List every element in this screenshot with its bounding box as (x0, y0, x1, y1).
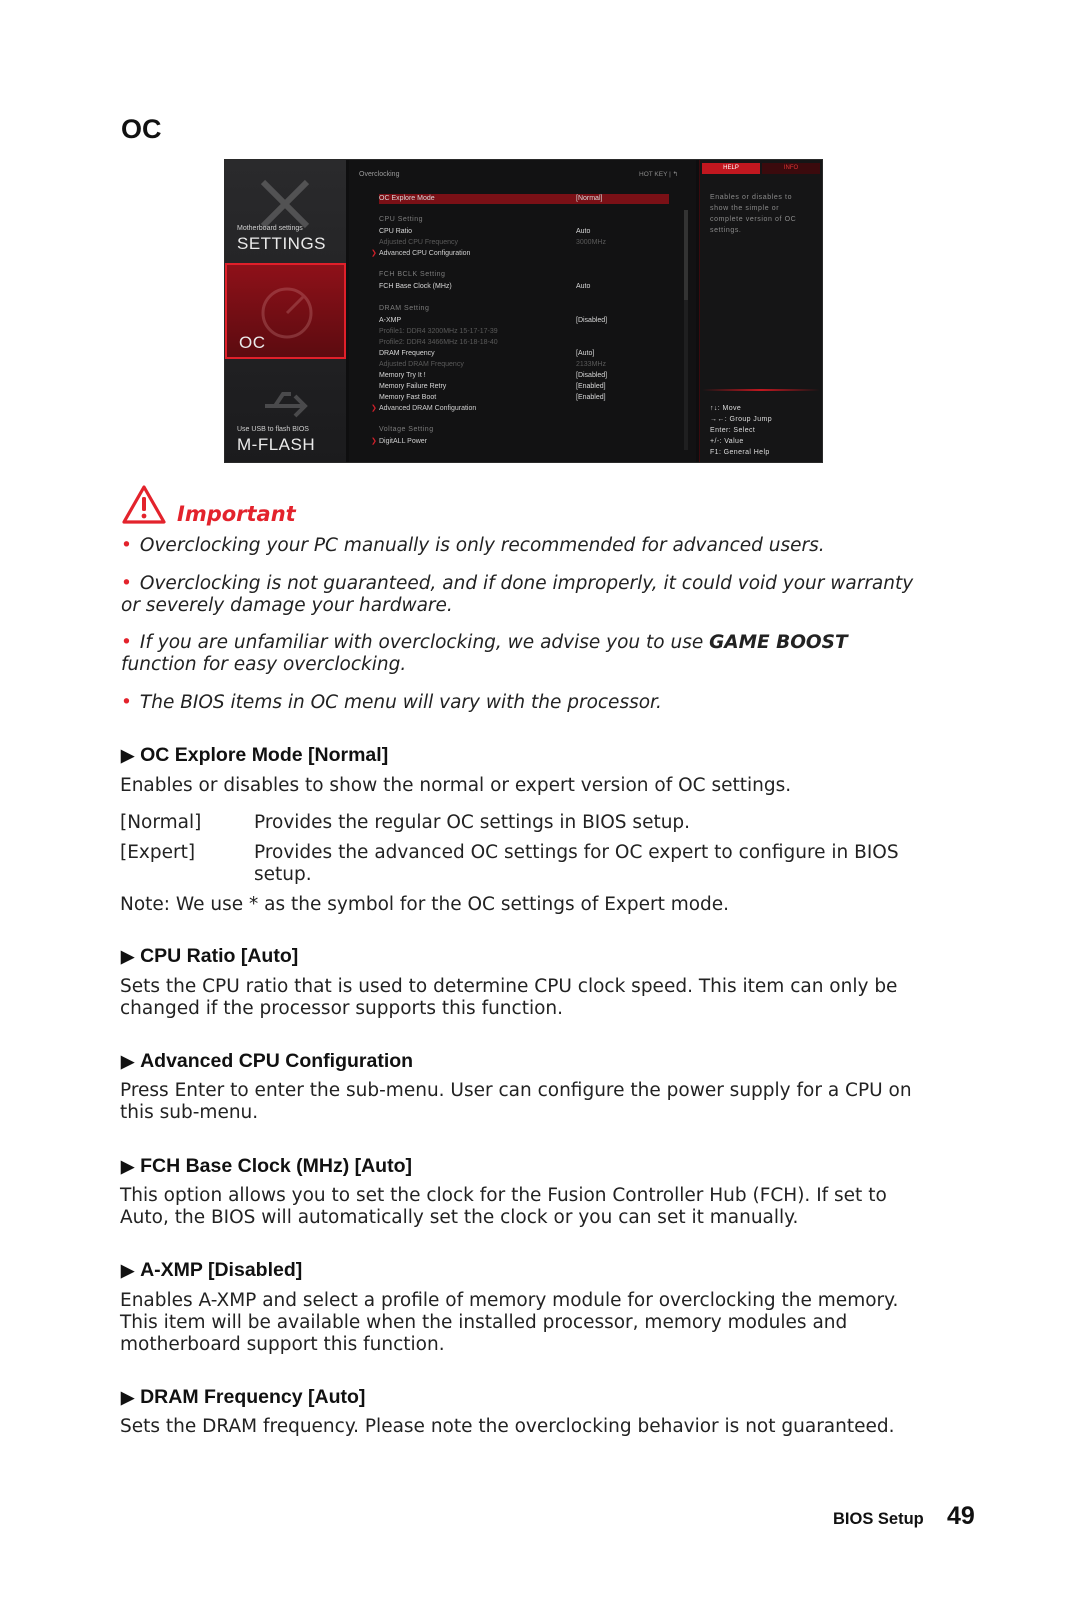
bios-group-fch (379, 270, 669, 280)
bios-row-value: [Normal] (576, 195, 603, 202)
section-heading-oc-explore (121, 744, 388, 767)
bios-row-value: Auto (576, 228, 591, 235)
bullet-icon: • (121, 692, 132, 713)
bios-main-title: Overclocking (359, 171, 400, 178)
list-item-text: If you are unfamiliar with overclocking, we advise you to use (139, 632, 710, 653)
bios-row-value: Auto (576, 283, 591, 290)
bios-row-adv-cpu[interactable] (371, 249, 669, 259)
bullet-icon: • (121, 632, 132, 653)
bios-row-label: DigitALL Power (379, 438, 427, 445)
section-note: Note: We use * as the symbol for the OC settings of Expert mode. (120, 894, 730, 915)
section-heading-text: Advanced CPU Configuration (140, 1050, 414, 1072)
bios-row-axmp[interactable] (379, 316, 669, 326)
key-legend-value: +/-: Value (710, 438, 744, 445)
bios-row-label: FCH Base Clock (MHz) (379, 283, 452, 290)
bios-row-label: Adjusted CPU Frequency (379, 239, 458, 246)
tab-help[interactable]: HELP (702, 163, 760, 174)
section-desc: Press Enter to enter the sub-menu. User can configure the power supply for a CPU on this sub-menu. (120, 1080, 912, 1123)
bios-row-value: [Auto] (576, 350, 595, 357)
option-desc: Provides the advanced OC settings for OC expert to configure in BIOS setup. (254, 842, 899, 885)
bios-hotkey[interactable]: HOT KEY | ↰ (639, 171, 679, 178)
bios-row-label: Profile2: DDR4 3466MHz 16-18-18-40 (379, 339, 498, 346)
bios-row-label: Profile1: DDR4 3200MHz 15-17-17-39 (379, 328, 498, 335)
list-item (121, 573, 921, 617)
bios-row-label: Memory Failure Retry (379, 383, 447, 390)
play-triangle-icon: ▶ (121, 1157, 135, 1176)
key-legend-select: Enter: Select (710, 427, 756, 434)
bios-row-memory-try[interactable] (379, 371, 669, 381)
bios-mflash-tile[interactable] (225, 362, 346, 462)
bios-row-value: 3000MHz (576, 239, 606, 246)
bios-row-value: [Disabled] (576, 317, 608, 324)
section-heading-adv-cpu (121, 1050, 413, 1073)
key-legend-help: F1: General Help (710, 449, 770, 456)
play-triangle-icon: ▶ (121, 947, 135, 966)
gauge-icon (257, 279, 317, 339)
bios-row-oc-explore[interactable] (379, 194, 669, 204)
bios-row-label: A-XMP (379, 317, 402, 324)
section-desc: Enables A-XMP and select a profile of memory module for overclocking the memory. This item will be available when the installed processor, memory modules and motherboard support this function. (120, 1290, 899, 1355)
bios-help-panel (699, 160, 823, 462)
bios-screenshot (224, 159, 823, 463)
bios-mflash-label: M-FLASH (237, 435, 316, 454)
bios-group-label: DRAM Setting (379, 305, 430, 312)
list-item-text: The BIOS items in OC menu will vary with the processor. (139, 692, 662, 713)
bios-scrollbar[interactable] (684, 210, 688, 450)
section-heading-text: OC Explore Mode [Normal] (140, 744, 389, 766)
bios-row-adj-cpu-freq (379, 238, 669, 248)
bios-row-digitall[interactable] (371, 437, 669, 447)
section-desc: This option allows you to set the clock for the Fusion Controller Hub (FCH). If set to Auto, the BIOS will automatically set the clock or you can set it manually. (120, 1185, 887, 1228)
divider (702, 389, 820, 391)
bios-row-value: [Disabled] (576, 372, 608, 379)
option-key: [Expert] (120, 842, 196, 863)
bios-row-adv-dram[interactable] (371, 404, 669, 414)
list-item (121, 692, 921, 714)
play-triangle-icon: ▶ (121, 1388, 135, 1407)
section-heading-dram-freq (121, 1386, 365, 1409)
bios-row-memory-fast-boot[interactable] (379, 393, 669, 403)
bios-row-label: OC Explore Mode (379, 195, 435, 202)
bios-row-adj-dram-freq (379, 360, 669, 370)
bios-row-label: Memory Fast Boot (379, 394, 437, 401)
bios-oc-label: OC (239, 333, 266, 352)
warning-triangle-icon (121, 484, 167, 526)
page-title: OC (121, 114, 162, 144)
section-desc: Enables or disables to show the normal or expert version of OC settings. (120, 775, 792, 796)
list-item (121, 535, 921, 557)
section-heading-axmp (121, 1259, 302, 1282)
bullet-icon: • (121, 535, 132, 556)
game-boost-term: GAME BOOST (709, 632, 848, 653)
play-triangle-icon: ▶ (121, 1052, 135, 1071)
section-heading-fch (121, 1155, 412, 1178)
bios-group-cpu (379, 215, 669, 225)
section-heading-text: A-XMP [Disabled] (140, 1259, 303, 1281)
bios-row-label: Advanced CPU Configuration (379, 250, 471, 257)
play-triangle-icon: ▶ (121, 1261, 135, 1280)
bios-mflash-sub: Use USB to flash BIOS (237, 426, 309, 433)
key-legend-move: ↑↓: Move (710, 405, 742, 412)
bios-sidebar (225, 160, 346, 462)
section-heading-cpu-ratio (121, 945, 298, 968)
footer-label: BIOS Setup (833, 1510, 924, 1528)
bios-group-label: Voltage Setting (379, 426, 434, 433)
bios-row-value: [Enabled] (576, 383, 606, 390)
bios-row-memory-failure[interactable] (379, 382, 669, 392)
bios-row-value: [Enabled] (576, 394, 606, 401)
list-item-text: Overclocking is not guaranteed, and if done improperly, it could void your warranty or severely damage your hardware. (121, 573, 914, 616)
submenu-arrow-icon: ❯ (371, 250, 377, 257)
section-desc: Sets the DRAM frequency. Please note the overclocking behavior is not guaranteed. (120, 1416, 895, 1437)
bios-key-legend (710, 403, 818, 458)
bios-row-dram-freq[interactable] (379, 349, 669, 359)
bios-group-label: CPU Setting (379, 216, 424, 223)
page-number: 49 (947, 1502, 975, 1530)
bios-help-text: Enables or disables to show the simple or complete version of OC settings. (710, 194, 797, 234)
list-item-text: function for easy overclocking. (121, 654, 407, 675)
bios-row-fch-clock[interactable] (379, 282, 669, 292)
bios-row-label: Adjusted DRAM Frequency (379, 361, 464, 368)
section-heading-text: CPU Ratio [Auto] (140, 945, 299, 967)
bios-settings-label: SETTINGS (237, 234, 327, 253)
bios-row-profile2 (379, 338, 669, 348)
bios-row-value: 2133MHz (576, 361, 606, 368)
tab-info[interactable]: INFO (762, 163, 820, 174)
bios-row-label: CPU Ratio (379, 228, 413, 235)
option-desc: Provides the regular OC settings in BIOS setup. (254, 812, 691, 833)
bios-row-label: Advanced DRAM Configuration (379, 405, 477, 412)
bios-settings-sub: Motherboard settings (237, 225, 303, 232)
submenu-arrow-icon: ❯ (371, 405, 377, 412)
section-heading-text: FCH Base Clock (MHz) [Auto] (140, 1155, 412, 1177)
bios-main-pane (349, 160, 696, 462)
option-key: [Normal] (120, 812, 202, 833)
bios-group-dram (379, 304, 669, 314)
bios-row-cpu-ratio[interactable] (379, 227, 669, 237)
important-title: Important (177, 502, 296, 526)
bios-scrollbar-thumb[interactable] (684, 210, 688, 300)
bios-oc-tile[interactable] (225, 263, 346, 359)
list-item-text: Overclocking your PC manually is only recommended for advanced users. (139, 535, 825, 556)
play-triangle-icon: ▶ (121, 746, 135, 765)
bios-group-label: FCH BCLK Setting (379, 271, 446, 278)
bullet-icon: • (121, 573, 132, 594)
bios-row-label: Memory Try It ! (379, 372, 426, 379)
list-item (121, 632, 921, 676)
bios-help-tabs (702, 163, 820, 174)
key-legend-group-jump: →←: Group Jump (710, 416, 773, 423)
submenu-arrow-icon: ❯ (371, 438, 377, 445)
bios-row-label: DRAM Frequency (379, 350, 435, 357)
bios-settings-tile[interactable] (225, 160, 346, 263)
section-desc: Sets the CPU ratio that is used to determine CPU clock speed. This item can only be changed if the processor supports this function. (120, 976, 898, 1019)
bios-group-voltage (379, 425, 669, 435)
bios-row-profile1 (379, 327, 669, 337)
section-heading-text: DRAM Frequency [Auto] (140, 1386, 366, 1408)
